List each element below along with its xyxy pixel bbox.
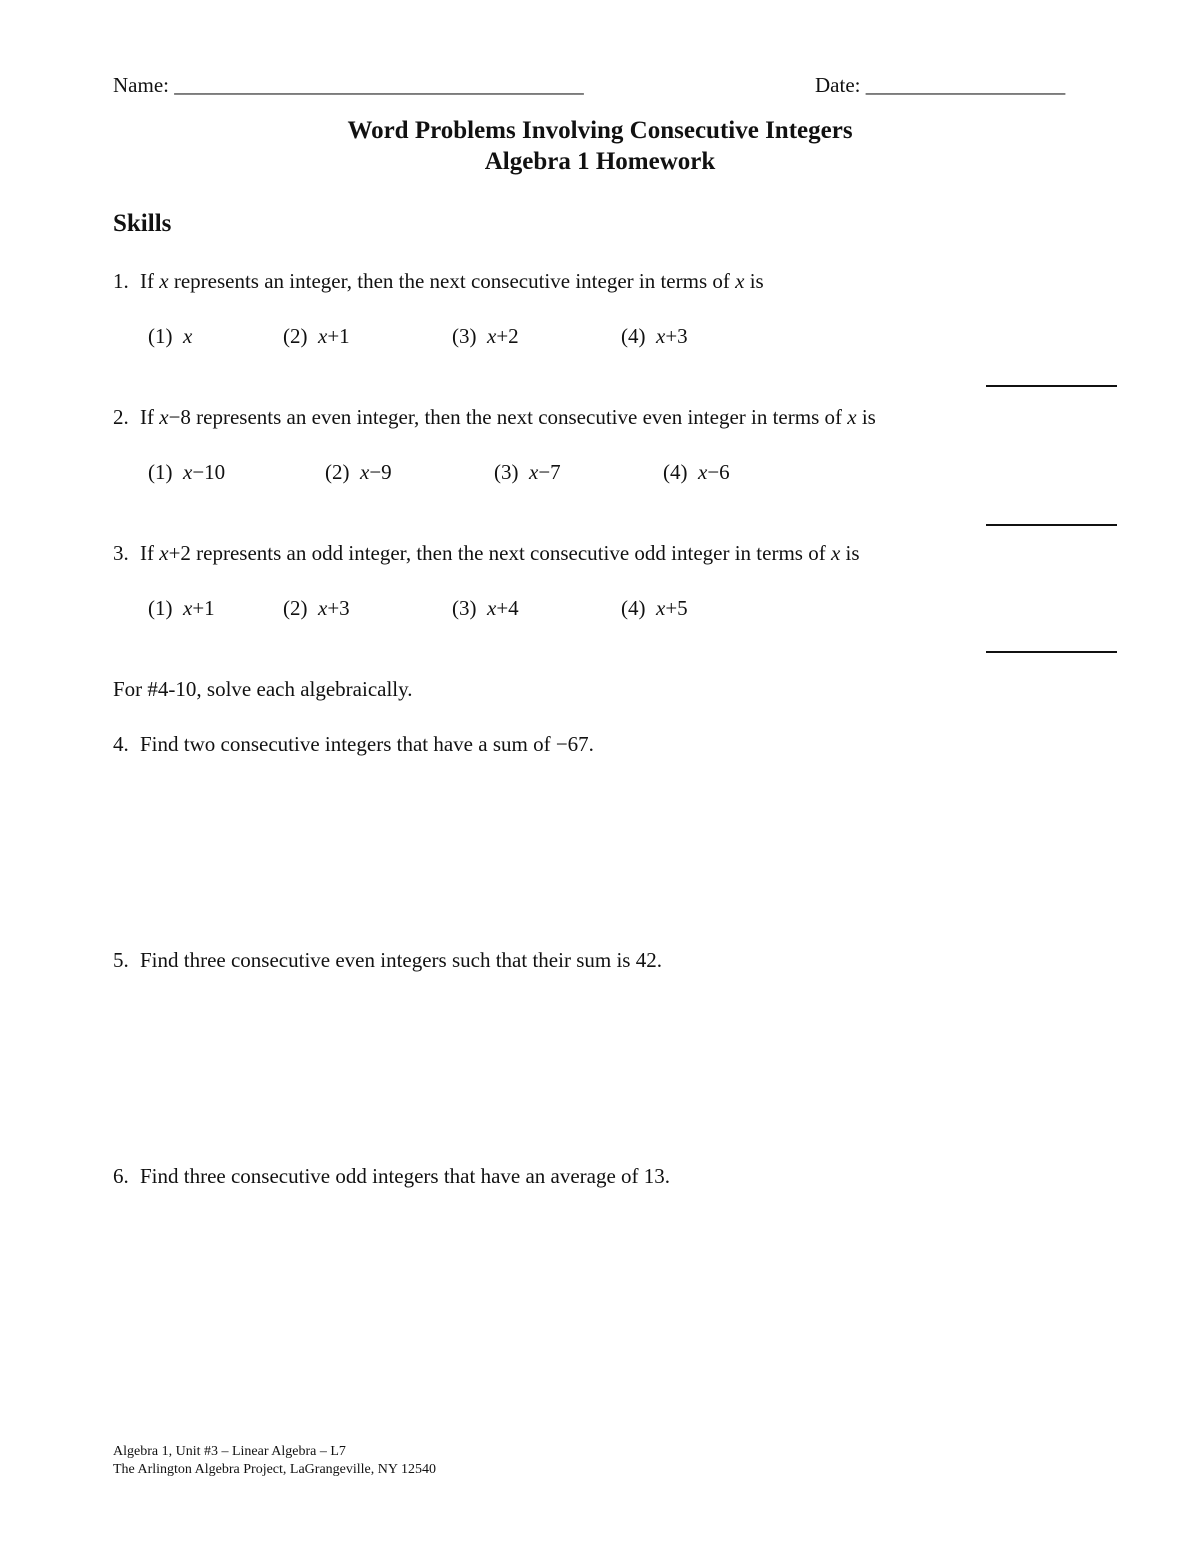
choice-3-4[interactable]: (4) x+5 (621, 596, 688, 620)
answer-line-3[interactable] (986, 651, 1117, 653)
choice-3-2[interactable]: (2) x+3 (283, 596, 350, 620)
problem-text: Find three consecutive even integers such that their sum is 42. (140, 948, 662, 972)
problem-4 (113, 731, 594, 757)
worksheet-subtitle: Algebra 1 Homework (484, 148, 716, 175)
work-area-4[interactable] (113, 765, 1113, 940)
choice-2-3[interactable]: (3) x−7 (494, 460, 561, 484)
choice-1-2[interactable]: (2) x+1 (283, 324, 350, 348)
choice-2-4[interactable]: (4) x−6 (663, 460, 730, 484)
problem-5 (113, 947, 662, 973)
question-3: 3. If x+2 represents an odd integer, then the next consecutive odd integer in terms of x is (113, 541, 860, 565)
answer-line-1[interactable] (986, 385, 1117, 387)
date-label: Date: (815, 73, 866, 97)
instruction-text: For #4-10, solve each algebraically. (113, 677, 413, 701)
question-2: 2. If x−8 represents an even integer, then the next consecutive even integer in terms of x is (113, 405, 876, 429)
footer-line-1: Algebra 1, Unit #3 – Linear Algebra – L7 (113, 1444, 346, 1459)
date-blank[interactable]: ___________________ (865, 73, 1066, 97)
name-field[interactable] (113, 72, 584, 98)
name-blank[interactable]: _______________________________________ (174, 73, 584, 97)
question-number: 2. (113, 405, 129, 429)
worksheet-title: Word Problems Involving Consecutive Integers (347, 117, 853, 144)
problem-text: Find three consecutive odd integers that have an average of 13. (140, 1164, 671, 1188)
choice-2-2[interactable]: (2) x−9 (325, 460, 392, 484)
choice-1-3[interactable]: (3) x+2 (452, 324, 519, 348)
question-number: 3. (113, 541, 129, 565)
choice-3-3[interactable]: (3) x+4 (452, 596, 519, 620)
work-area-6[interactable] (113, 1197, 1113, 1417)
problem-6 (113, 1163, 670, 1189)
section-heading-skills: Skills (113, 210, 172, 237)
problem-number: 4. (113, 732, 129, 756)
choice-1-4[interactable]: (4) x+3 (621, 324, 688, 348)
question-1: 1. If x represents an integer, then the next consecutive integer in terms of x is (113, 269, 764, 293)
choice-2-1[interactable]: (1) x−10 (148, 460, 226, 484)
problem-number: 5. (113, 948, 129, 972)
date-field[interactable] (815, 72, 1065, 98)
choice-3-1[interactable]: (1) x+1 (148, 596, 215, 620)
question-number: 1. (113, 269, 129, 293)
work-area-5[interactable] (113, 981, 1113, 1156)
answer-line-2[interactable] (986, 524, 1117, 526)
name-label: Name: (113, 73, 175, 97)
problem-text: Find two consecutive integers that have a sum of −67. (140, 732, 594, 756)
footer-line-2: The Arlington Algebra Project, LaGrangeville, NY 12540 (113, 1462, 436, 1477)
choice-1-1[interactable]: (1) x (148, 324, 193, 348)
problem-number: 6. (113, 1164, 129, 1188)
